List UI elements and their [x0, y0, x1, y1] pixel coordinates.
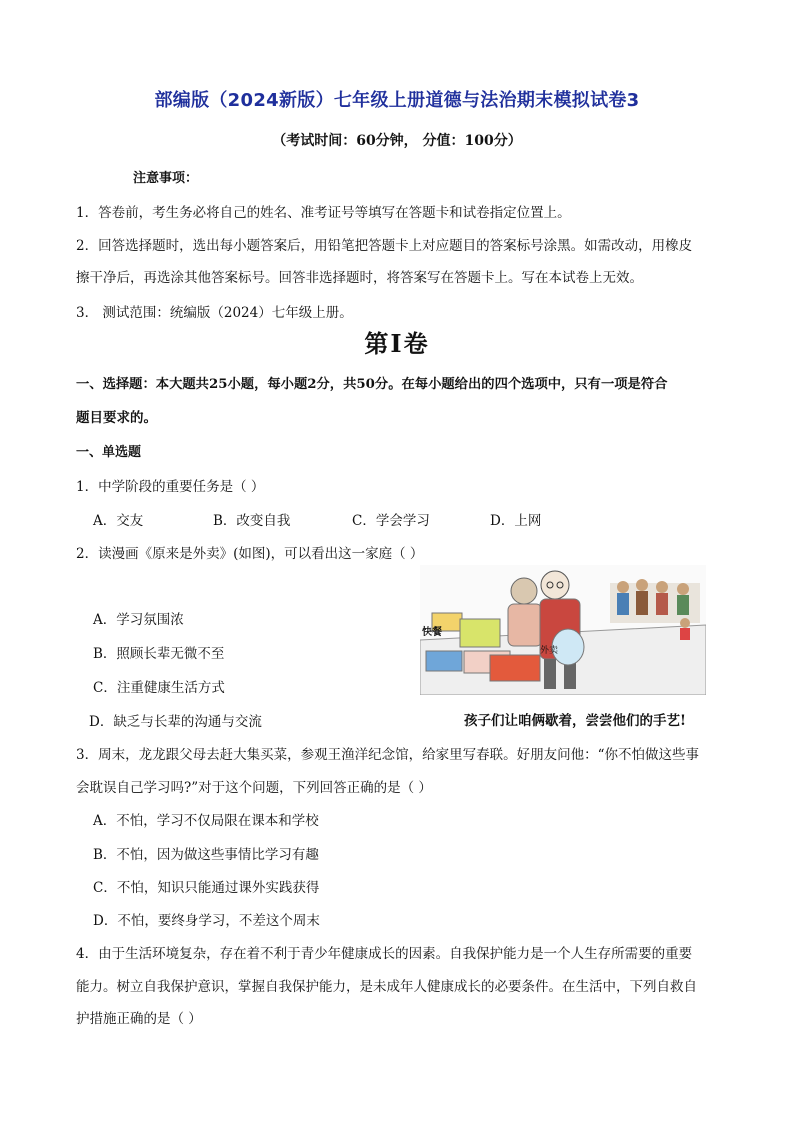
- question-4-stem-cont-2: 护措施正确的是（ ）: [76, 1011, 202, 1027]
- comic-label-2: 外卖: [540, 646, 559, 656]
- question-3-option-d: D．不怕，要终身学习，不差这个周末: [93, 913, 320, 929]
- comic-label-1: 快餐: [422, 627, 442, 638]
- question-1-option-a: A．交友: [93, 513, 144, 529]
- grandmother-figure: [511, 578, 537, 604]
- comic-caption: 孩子们让咱俩歇着，尝尝他们的手艺!: [464, 713, 686, 729]
- child-figure-4: [677, 583, 689, 595]
- question-3-option-a: A．不怕，学习不仅局限在课本和学校: [93, 813, 319, 829]
- section-instruction-cont: 题目要求的。: [76, 410, 157, 426]
- question-3-option-c: C．不怕，知识只能通过课外实践获得: [93, 880, 320, 896]
- question-2-stem: 2．读漫画《原来是外卖》(如图)，可以看出这一家庭（ ）: [76, 546, 424, 562]
- question-4-stem-cont-1: 能力。树立自我保护意识，掌握自我保护能力，是未成年人健康成长的必要条件。在生活中，下列自救自: [76, 979, 697, 995]
- comic-drawing: [420, 565, 706, 695]
- question-4-stem: 4．由于生活环境复杂，存在着不利于青少年健康成长的因素。自我保护能力是一个人生存所需要的重要: [76, 946, 693, 962]
- grandfather-figure: [541, 571, 569, 599]
- notice-item-1: 1．答卷前，考生务必将自己的姓名、准考证号等填写在答题卡和试卷指定位置上。: [76, 205, 571, 221]
- child-figure-1: [617, 581, 629, 593]
- child-figure-2: [636, 579, 648, 591]
- question-1-option-d: D．上网: [490, 513, 542, 529]
- question-3-stem: 3．周末，龙龙跟父母去赶大集买菜，参观王渔洋纪念馆，给家里写春联。好朋友问他：“你不怕做这些事: [76, 747, 699, 763]
- question-2-option-a: A．学习氛围浓: [93, 612, 184, 628]
- volume-heading: 第I卷: [364, 329, 430, 358]
- subsection-heading: 一、单选题: [76, 445, 142, 460]
- child-figure-3: [656, 581, 668, 593]
- comic-illustration: [420, 565, 706, 695]
- question-3-option-b: B．不怕，因为做这些事情比学习有趣: [93, 847, 319, 863]
- question-1-stem: 1．中学阶段的重要任务是（ ）: [76, 479, 265, 495]
- exam-subtitle: （考试时间：60分钟， 分值：100分）: [272, 133, 522, 149]
- food-box-2: [460, 619, 500, 647]
- question-1-option-b: B．改变自我: [213, 513, 291, 529]
- question-1-option-c: C．学会学习: [352, 513, 430, 529]
- notice-item-2-cont: 擦干净后，再选涂其他答案标号。回答非选择题时，将答案写在答题卡上。写在本试卷上无效。: [76, 270, 643, 286]
- food-box-4: [426, 651, 462, 671]
- exam-title: 部编版（2024新版）七年级上册道德与法治期末模拟试卷3: [154, 90, 640, 111]
- section-instruction: 一、选择题：本大题共25小题，每小题2分，共50分。在每小题给出的四个选项中，只有一项是符合: [76, 377, 668, 392]
- food-box-5: [490, 655, 540, 681]
- notice-item-2: 2．回答选择题时，选出每小题答案后，用铅笔把答题卡上对应题目的答案标号涂黑。如需改动，用橡皮: [76, 238, 693, 254]
- question-2-option-b: B．照顾长辈无微不至: [93, 646, 225, 662]
- notice-item-3: 3． 测试范围：统编版（2024）七年级上册。: [76, 305, 353, 321]
- question-2-option-c: C．注重健康生活方式: [93, 680, 225, 696]
- question-2-option-d: D．缺乏与长辈的沟通与交流: [89, 714, 262, 730]
- question-3-stem-cont: 会耽误自己学习吗?”对于这个问题，下列回答正确的是（ ）: [76, 780, 432, 796]
- notice-heading: 注意事项：: [133, 171, 199, 186]
